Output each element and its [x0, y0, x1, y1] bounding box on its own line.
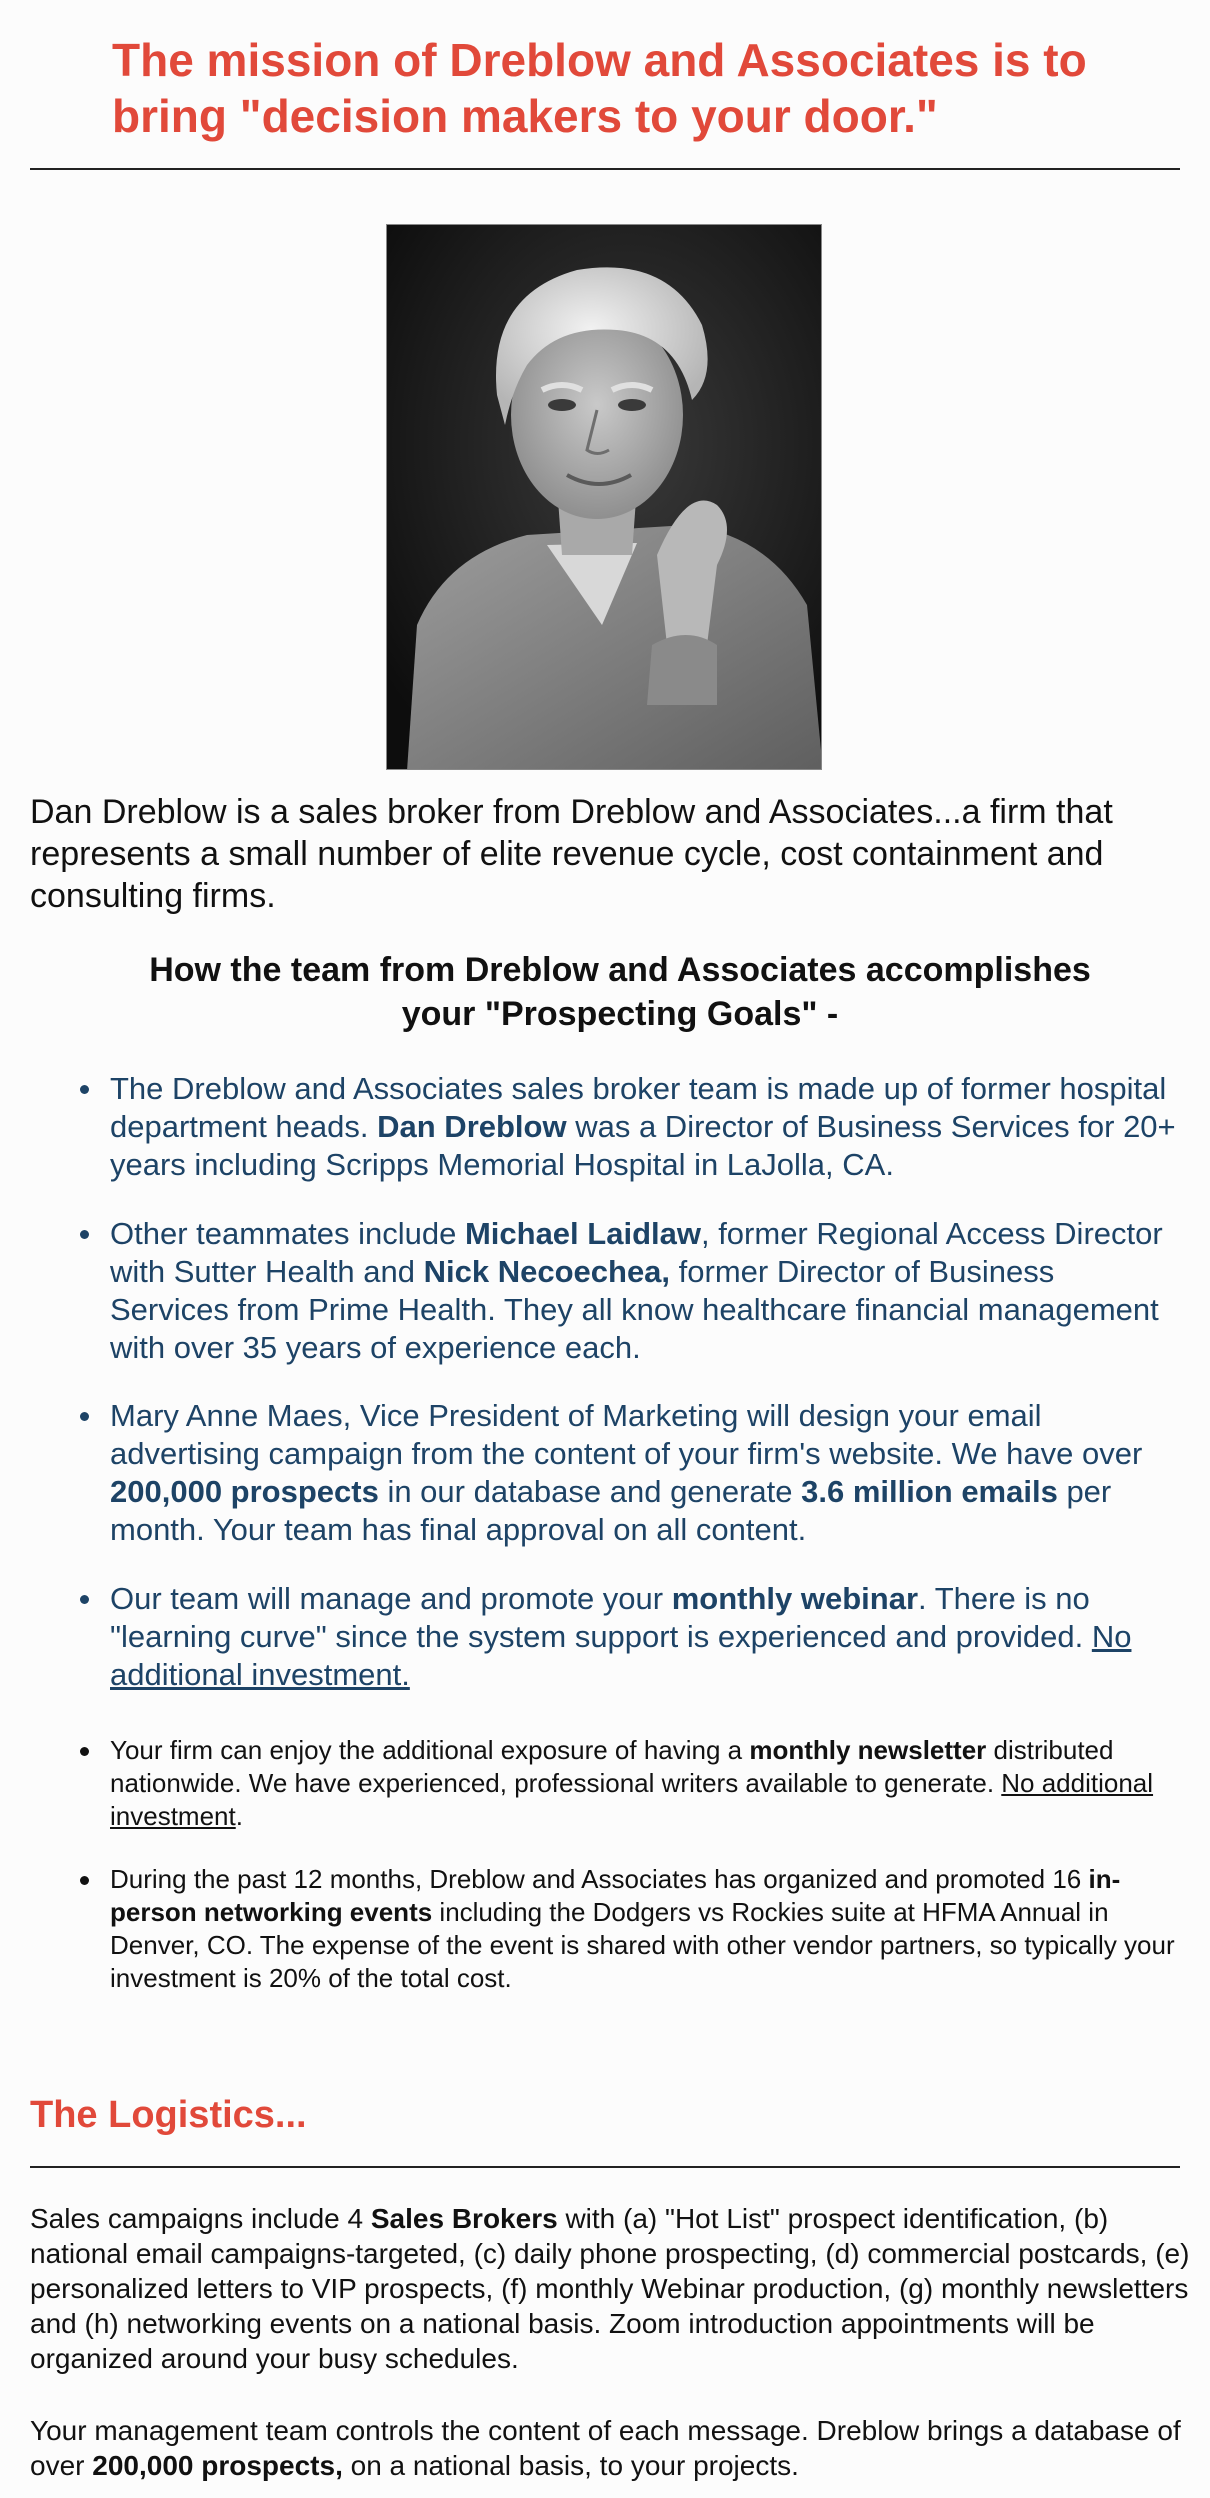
logistics-paragraph-2: Your management team controls the content of each message. Dreblow brings a database of over 200,000 prospects, on a national basis, to your projects. [30, 2415, 1181, 2481]
divider-top [30, 168, 1180, 170]
list-item: Other teammates include Michael Laidlaw, former Regional Access Director with Sutter Health and Nick Necoechea, former Director of Business Services from Prime Health. They all know healthcare financial management with over 35 years of experience each. [110, 1215, 1180, 1367]
no-investment-note: No additional investment. [110, 1619, 1132, 1692]
name-nick-necoechea: Nick Necoechea, [423, 1254, 671, 1289]
divider-logistics [30, 2166, 1180, 2168]
list-item: During the past 12 months, Dreblow and Associates has organized and promoted 16 in-person networking events including the Dodgers vs Rockies suite at HFMA Annual in Denver, CO. The expense of the event is shared with other vendor partners, so typically your investment is 20% of the total cost. [110, 1863, 1180, 1995]
list-item: The Dreblow and Associates sales broker team is made up of former hospital department heads. Dan Dreblow was a Director of Business Services for 20+ years including Scripps Memorial Hospital in LaJolla, CA. [110, 1070, 1180, 1184]
stat-prospects: 200,000 prospects [110, 1474, 379, 1509]
team-heading [120, 948, 1120, 1036]
list-item: Mary Anne Maes, Vice President of Marketing will design your email advertising campaign from the content of your firm's website. We have over 200,000 prospects in our database and generate 3.6 million emails per month. Your team has final approval on all content. [110, 1397, 1180, 1549]
list-item: Our team will manage and promote your monthly webinar. There is no "learning curve" since the system support is experienced and provided. No additional investment. [110, 1580, 1180, 1694]
mission-line-1: The mission of Dreblow and Associates is to [112, 34, 1087, 86]
no-investment-note: No additional investment [110, 1768, 1154, 1831]
portrait-image [387, 225, 822, 770]
name-dan-dreblow: Dan Dreblow [377, 1109, 567, 1144]
monthly-webinar: monthly webinar [671, 1581, 919, 1616]
team-heading-line-2: your "Prospecting Goals" - [401, 995, 839, 1033]
team-heading-line-1: How the team from Dreblow and Associates accomplishes [149, 951, 1091, 989]
portrait-photo [386, 224, 822, 770]
mission-heading [112, 32, 1152, 144]
sales-brokers: Sales Brokers [370, 2203, 558, 2234]
networking-events: in-person networking events [110, 1864, 1121, 1927]
stat-prospects-2: 200,000 prospects, [92, 2450, 343, 2481]
logistics-title: The Logistics... [30, 2094, 307, 2136]
logistics-paragraph-1: Sales campaigns include 4 Sales Brokers with (a) "Hot List" prospect identification, (b) national email campaigns-targeted, (c) daily phone prospecting, (d) commercial postcards, (e) personalized letters to VIP prospects, (f) monthly Webinar production, (g) monthly newsletters and (h) networking events on a national basis. Zoom introduction appointments will be organized around your busy schedules. [30, 2203, 1190, 2374]
monthly-newsletter: monthly newsletter [749, 1735, 987, 1765]
intro-paragraph: Dan Dreblow is a sales broker from Dreblow and Associates...a firm that represents a small number of elite revenue cycle, cost containment and consulting firms. [30, 793, 1113, 915]
name-michael-laidlaw: Michael Laidlaw [464, 1216, 701, 1251]
list-item: Your firm can enjoy the additional exposure of having a monthly newsletter distributed nationwide. We have experienced, professional writers available to generate. No additional investment. [110, 1734, 1180, 1833]
stat-emails: 3.6 million emails [801, 1474, 1058, 1509]
mission-line-2: bring "decision makers to your door." [112, 90, 938, 142]
